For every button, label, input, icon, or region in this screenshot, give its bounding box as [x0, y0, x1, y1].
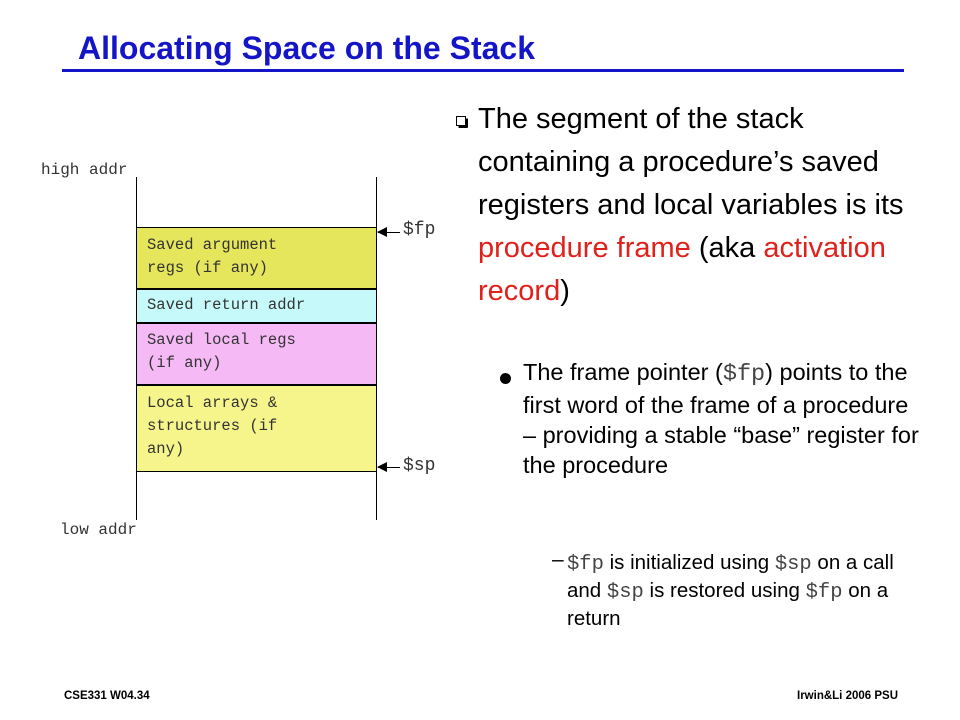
box-line: structures (if: [147, 417, 278, 435]
sub-bullet-text: [523, 357, 923, 480]
code-fp: $fp: [722, 361, 766, 388]
subsub-part: is initialized using: [603, 551, 775, 574]
highlight-procedure-frame: procedure frame: [478, 232, 691, 264]
highlight-activation-record: activation record: [478, 232, 886, 307]
sub-bullet-part: The frame pointer (: [523, 359, 723, 385]
sp-arrow: [378, 467, 400, 468]
local-arrays-box: [137, 385, 376, 472]
box-line: any): [147, 440, 185, 458]
low-addr-label: low addr: [60, 521, 137, 539]
slide-title: Allocating Space on the Stack: [78, 30, 535, 66]
sp-pointer-label: $sp: [403, 456, 436, 476]
box-line: Saved argument: [147, 236, 278, 254]
code-sp: $sp: [774, 553, 812, 576]
subsub-bullet-text: [567, 550, 927, 632]
bullet-text: ): [560, 275, 570, 307]
box-line: (if any): [147, 354, 222, 372]
high-addr-label: high addr: [41, 161, 128, 179]
box-line: regs (if any): [147, 259, 268, 277]
saved-return-addr-box: [137, 289, 376, 323]
box-line: Saved local regs: [147, 331, 296, 349]
main-bullet-text: [478, 98, 918, 313]
footer-credits: Irwin&Li 2006 PSU: [797, 690, 898, 702]
code-fp: $fp: [567, 553, 604, 576]
sub-bullet-part: ) points to the first word of the frame of a procedure – providing a stable “base” register for the procedure: [523, 359, 919, 478]
subsub-part: is restored using: [643, 579, 806, 602]
bullet-text: (aka: [690, 232, 764, 264]
subsub-part: on a return: [567, 579, 889, 630]
saved-local-regs-box: [137, 323, 376, 385]
box-line: Local arrays &: [147, 394, 278, 412]
code-sp: $sp: [606, 581, 644, 604]
checkbox-bullet-icon: [456, 116, 468, 128]
code-fp: $fp: [805, 581, 843, 604]
fp-pointer-label: $fp: [403, 220, 436, 240]
subsub-part: on a call and: [567, 551, 894, 602]
fp-arrow: [378, 232, 400, 233]
footer-course-id: CSE331 W04.34: [64, 690, 150, 702]
title-underline: [62, 69, 904, 72]
bullet-text: The segment of the stack containing a procedure’s saved registers and local variables is its: [478, 103, 904, 221]
dash-bullet: –: [552, 548, 564, 571]
box-line: Saved return addr: [147, 296, 306, 314]
saved-argument-regs-box: [137, 227, 376, 289]
round-bullet-icon: [500, 373, 511, 384]
